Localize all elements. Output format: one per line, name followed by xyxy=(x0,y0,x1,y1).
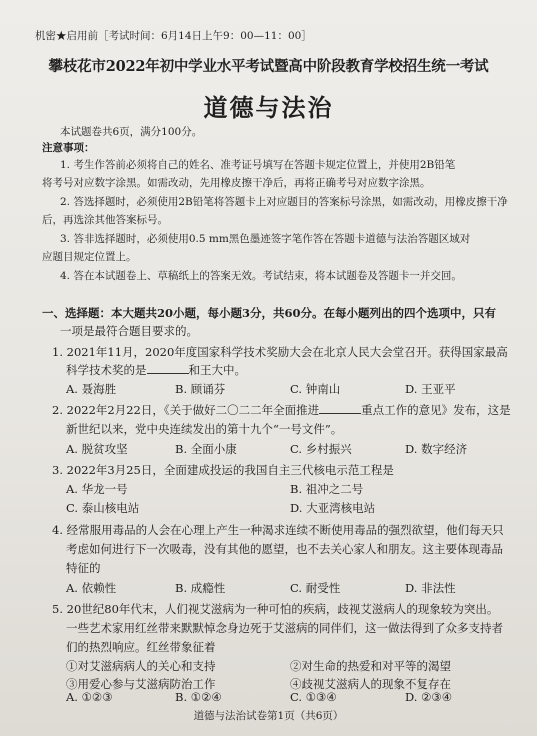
q1-option-d: D. 王亚平 xyxy=(405,382,456,396)
intro-line: 本试题卷共6页，满分100分。 xyxy=(60,126,203,138)
q2-option-c: C. 乡村振兴 xyxy=(290,442,352,456)
section-1-text: 一、选择题：本大题共20小题，每小题3分，共60分。在每小题列出的四个选项中，只有 xyxy=(42,306,497,320)
q1-option-b: B. 顾诵芬 xyxy=(175,382,226,396)
q5-option-d: D. ②③④ xyxy=(405,690,453,704)
q2-stem-post: 重点工作的意见》发布，这是 xyxy=(361,403,511,417)
note-3-line-1: 3. 答非选择题时，必须使用0.5 mm黑色墨迹签字笔作答在答题卡道德与法治答题区域对 xyxy=(60,233,471,245)
q1-stem-line-2 xyxy=(66,362,246,378)
q2-option-d: D. 数字经济 xyxy=(405,442,468,456)
note-4: 4. 答在本试题卷上、草稿纸上的答案无效。考试结束，将本试题卷及答题卡一并交回。 xyxy=(60,270,462,282)
confidential-header: 机密★启用前［考试时间：6月14日上午9：00—11：00］ xyxy=(35,30,312,42)
q4-option-d: D. 非法性 xyxy=(405,581,456,595)
q1-blank xyxy=(147,362,189,374)
q5-stem-line-3: 们的热烈响应。红丝带象征着 xyxy=(66,640,216,654)
page-footer: 道德与法治试卷第1页（共6页） xyxy=(193,710,344,722)
q5-statement-2: ②对生命的热爱和对平等的渴望 xyxy=(290,659,451,673)
note-2-line-2: 后，再选涂其他答案标号。 xyxy=(42,214,168,226)
q4-option-b: B. 成瘾性 xyxy=(175,581,226,595)
q4-stem-line-1: 4. 经常服用毒品的人会在心理上产生一种渴求连续不断使用毒品的强烈欲望，他们每天只 xyxy=(52,523,504,537)
q1-stem-line-1: 1. 2021年11月，2020年度国家科学技术奖励大会在北京人民大会堂召开。获得国家最高 xyxy=(52,345,508,359)
q5-statement-4: ④歧视艾滋病人的现象不复存在 xyxy=(290,677,451,691)
q1-option-c: C. 钟南山 xyxy=(290,382,341,396)
q4-option-a: A. 依赖性 xyxy=(66,581,117,595)
q1-stem-pre: 科学技术奖的是 xyxy=(66,363,147,377)
q2-stem-line-1 xyxy=(52,402,511,418)
q5-option-c: C. ①③④ xyxy=(290,690,337,704)
subject-title: 道德与法治 xyxy=(203,93,334,122)
notes-heading: 注意事项： xyxy=(42,142,95,154)
q2-option-a: A. 脱贫攻坚 xyxy=(66,442,128,456)
q4-stem-line-2: 考虑如何进行下一次吸毒，没有其他的愿望，也不去关心家人和朋友。这主要体现毒品 xyxy=(66,542,503,556)
q4-stem-line-3: 特征的 xyxy=(66,561,101,575)
note-2-line-1: 2. 答选择题时，必须使用2B铅笔将答题卡上对应题目的答案标号涂黑，如需改动，用橡皮擦干净 xyxy=(60,196,508,208)
q2-blank xyxy=(319,402,361,414)
q5-statement-1: ①对艾滋病病人的关心和支持 xyxy=(66,659,216,673)
q3-option-b: B. 祖冲之二号 xyxy=(290,482,364,496)
q2-option-b: B. 全面小康 xyxy=(175,442,237,456)
q3-option-d: D. 大亚湾核电站 xyxy=(290,501,376,515)
q5-stem-line-2: 一些艺术家用红丝带来默默悼念身边死于艾滋病的同伴们，这一做法得到了众多支持者 xyxy=(66,621,503,635)
q2-stem-line-2: 新世纪以来，党中央连续发出的第十九个“一号文件”。 xyxy=(66,422,343,436)
q5-option-b: B. ①②④ xyxy=(175,690,222,704)
q1-stem-post: 和王大中。 xyxy=(188,363,246,377)
q4-option-c: C. 耐受性 xyxy=(290,581,341,595)
note-3-line-2: 应题目规定位置上。 xyxy=(42,251,137,263)
note-1-line-1: 1. 考生作答前必须将自己的姓名、准考证号填写在答题卡规定位置上，并使用2B铅笔 xyxy=(60,159,456,171)
q3-option-c: C. 泰山核电站 xyxy=(66,501,140,515)
q1-option-a: A. 聂海胜 xyxy=(66,382,117,396)
q3-option-a: A. 华龙一号 xyxy=(66,482,128,496)
section-1-line-2: 一项是最符合题目要求的。 xyxy=(60,324,198,338)
exam-title: 攀枝花市2022年初中学业水平考试暨高中阶段教育学校招生统一考试 xyxy=(48,58,489,75)
q3-stem: 3. 2022年3月25日，全面建成投运的我国自主三代核电示范工程是 xyxy=(52,463,394,477)
q5-statement-3: ③用爱心参与艾滋病防治工作 xyxy=(66,677,216,691)
section-1-line-1 xyxy=(42,305,496,321)
q5-option-a: A. ①②③ xyxy=(66,690,113,704)
q5-stem-line-1: 5. 20世纪80年代末，人们视艾滋病为一种可怕的疾病，歧视艾滋病人的现象较为突出。 xyxy=(52,602,499,616)
note-1-line-2: 将考号对应数字涂黑。如需改动，先用橡皮擦干净后，再将正确考号对应数字涂黑。 xyxy=(42,177,431,189)
q2-stem-pre: 2. 2022年2月22日，《关于做好二〇二二年全面推进 xyxy=(52,403,320,417)
